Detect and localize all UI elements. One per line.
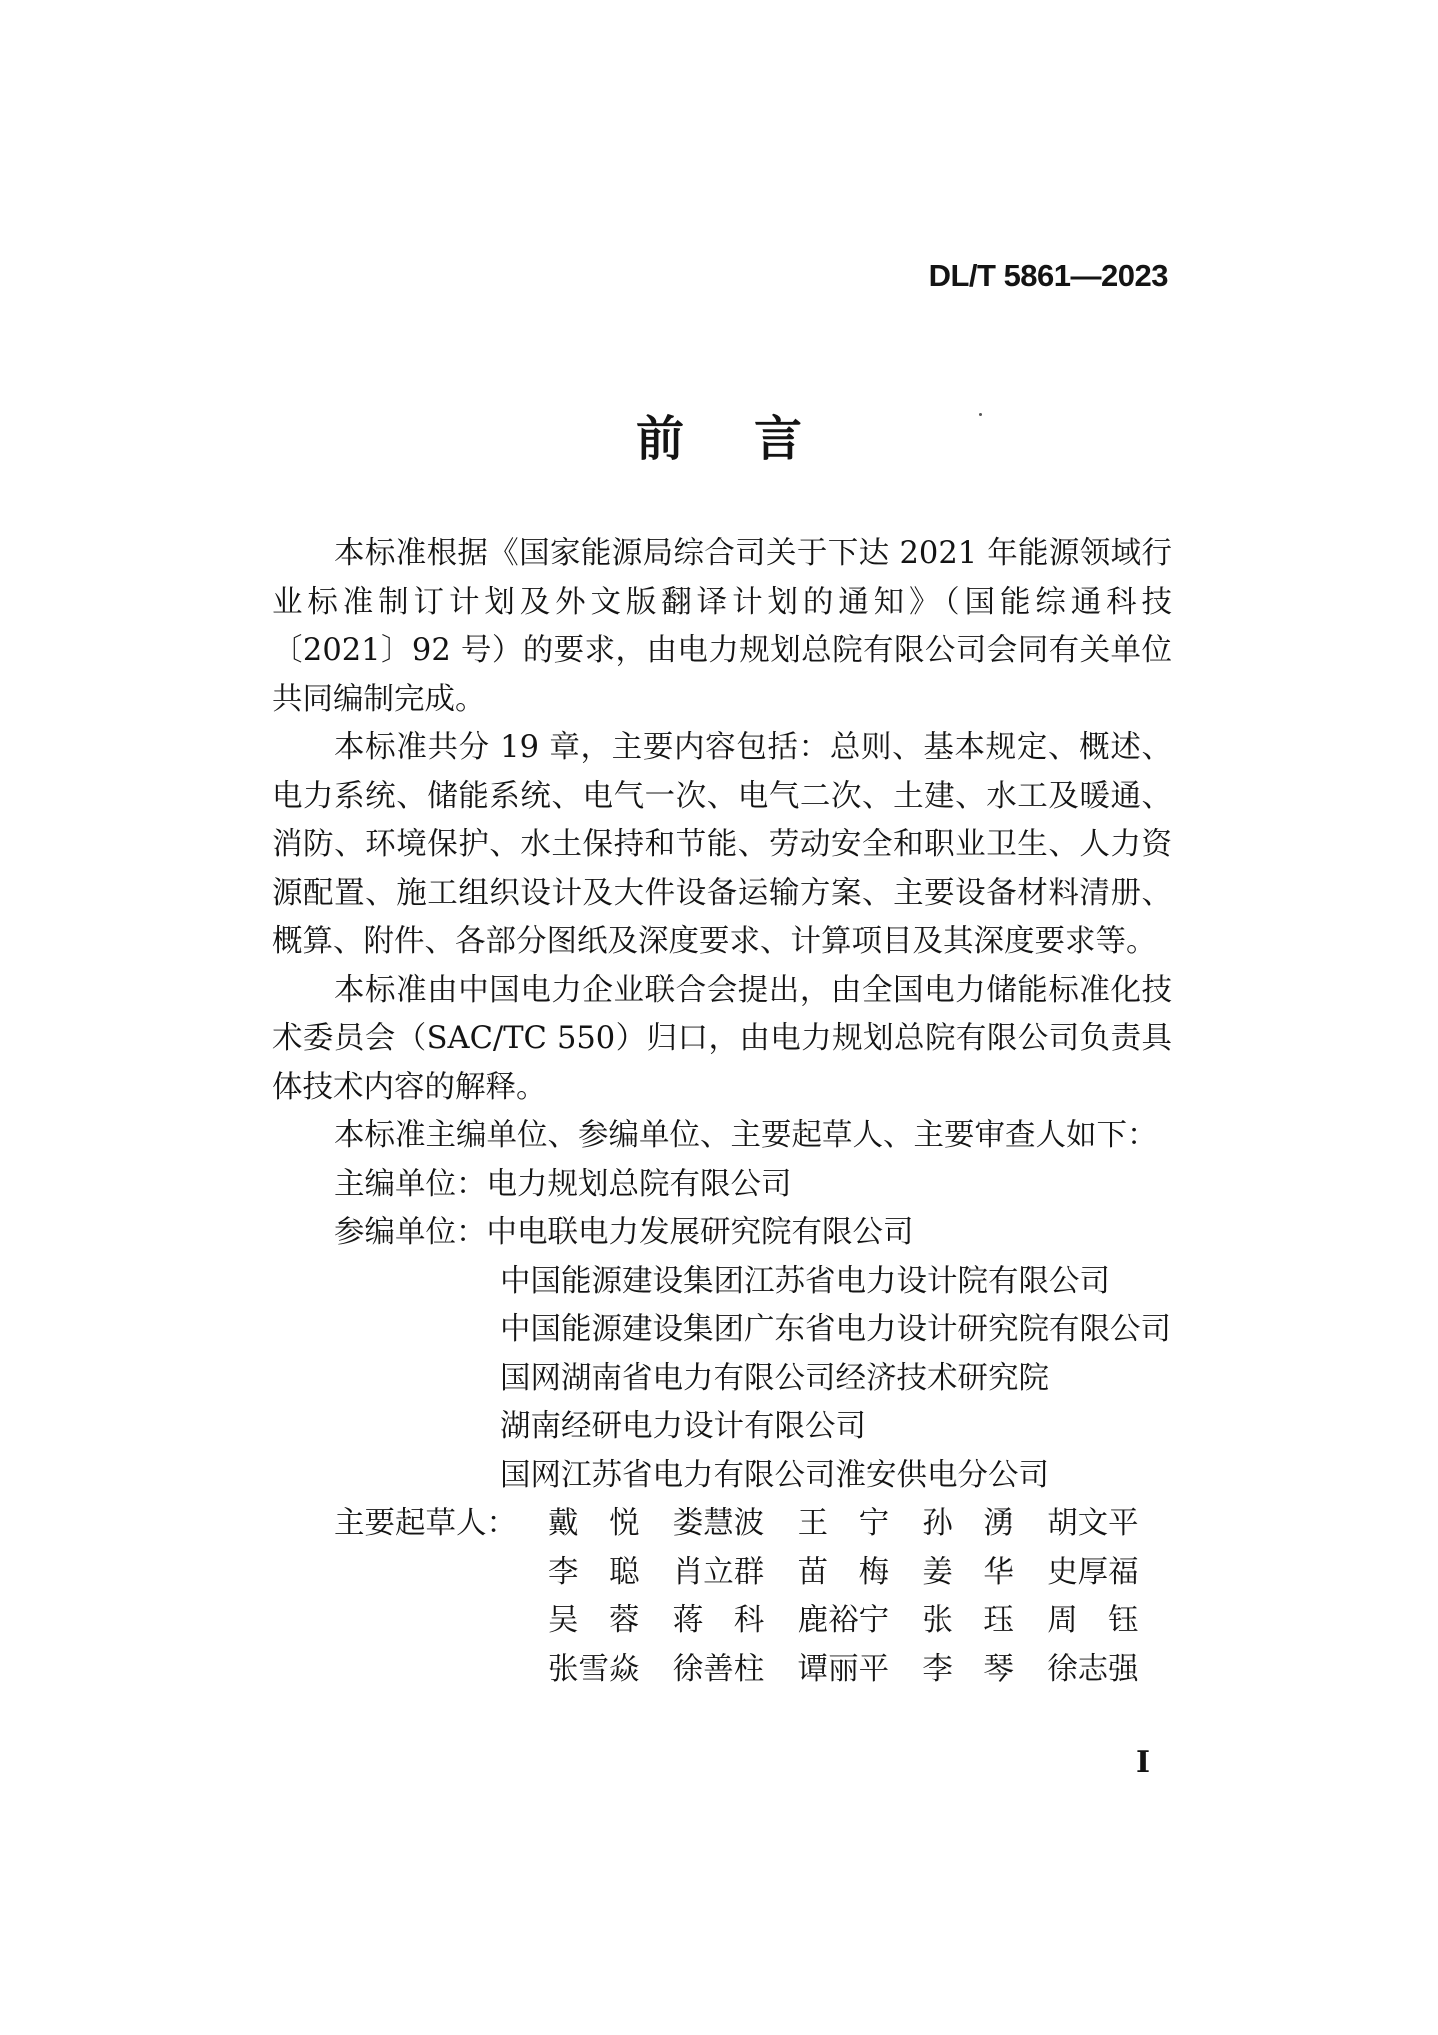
drafter-name: 徐志强 [1047,1651,1139,1687]
drafters-row [272,1597,1172,1646]
paragraph-contents: 本标准共分 19 章，主要内容包括：总则、基本规定、概述、电力系统、储能系统、电气一次、电气二次、土建、水工及暖通、消防、环境保护、水土保持和节能、劳动安全和职业卫生、人力资源配置、施工组织设计及大件设备运输方案、主要设备材料清册、概算、附件、各部分图纸及深度要求、计算项目及其深度要求等。 [272,730,1172,959]
drafter-name: 姜 华 [922,1554,1014,1590]
drafter-name: 苗 梅 [797,1554,890,1590]
chief-unit-label: 主编单位： [334,1166,487,1202]
participating-unit-name: 中电联电力发展研究院有限公司 [486,1215,914,1250]
standard-code: DL/T 5861—2023 [928,258,1168,293]
chief-unit-line [272,1161,1172,1210]
drafter-name: 胡文平 [1047,1506,1139,1541]
participating-unit-name: 湖南经研电力设计有限公司 [500,1409,866,1444]
drafters-row [272,1500,1172,1549]
drafter-name: 谭丽平 [797,1651,890,1687]
drafters-indent [272,1549,548,1598]
drafter-name: 肖立群 [672,1554,765,1590]
preface-body [272,530,1172,1694]
participating-unit-name: 中国能源建设集团江苏省电力设计院有限公司 [500,1263,1110,1299]
drafter-name: 史厚福 [1047,1554,1139,1590]
drafters-row [272,1646,1172,1695]
drafters-indent [272,1646,548,1695]
paragraph-responsibility: 本标准由中国电力企业联合会提出，由全国电力储能标准化技术委员会（SAC/TC 550）归口，由电力规划总院有限公司负责具体技术内容的解释。 [272,972,1172,1105]
participating-unit-name: 中国能源建设集团广东省电力设计研究院有限公司 [500,1312,1171,1347]
participating-unit-label: 参编单位： [334,1215,487,1250]
page-title: 前言 [635,411,872,467]
chief-unit-name: 电力规划总院有限公司 [486,1166,792,1202]
participating-unit-name: 国网江苏省电力有限公司淮安供电分公司 [500,1457,1049,1493]
scan-speck [979,413,982,416]
drafter-name: 蒋 科 [672,1603,765,1638]
page-number: I [1136,1745,1151,1780]
drafter-name: 张 珏 [922,1603,1014,1638]
drafters-label: 主要起草人： [334,1506,517,1541]
paragraph-basis: 本标准根据《国家能源局综合司关于下达 2021 年能源领域行业标准制订计划及外文版翻译计划的通知》（国能综通科技〔2021〕92 号）的要求，由电力规划总院有限公司会同有关单位共同编制完成。 [272,536,1172,717]
drafter-name: 李 聪 [548,1554,640,1590]
participating-unit-line [272,1209,1172,1258]
drafter-name: 戴 悦 [548,1506,640,1541]
drafters-indent [272,1597,548,1646]
drafter-name: 吴 蓉 [548,1603,640,1638]
participating-unit-name: 国网湖南省电力有限公司经济技术研究院 [500,1360,1049,1396]
drafter-name: 徐善柱 [672,1651,765,1687]
drafter-name: 张雪焱 [548,1651,640,1687]
drafter-name: 鹿裕宁 [797,1603,890,1638]
drafter-name: 周 钰 [1047,1603,1139,1638]
drafter-name: 王 宁 [797,1506,890,1541]
drafters-row [272,1549,1172,1598]
units-intro-line: 本标准主编单位、参编单位、主要起草人、主要审查人如下： [334,1118,1158,1153]
drafter-name: 娄慧波 [672,1506,765,1541]
drafter-name: 李 琴 [922,1651,1014,1687]
drafter-name: 孙 湧 [922,1506,1014,1541]
